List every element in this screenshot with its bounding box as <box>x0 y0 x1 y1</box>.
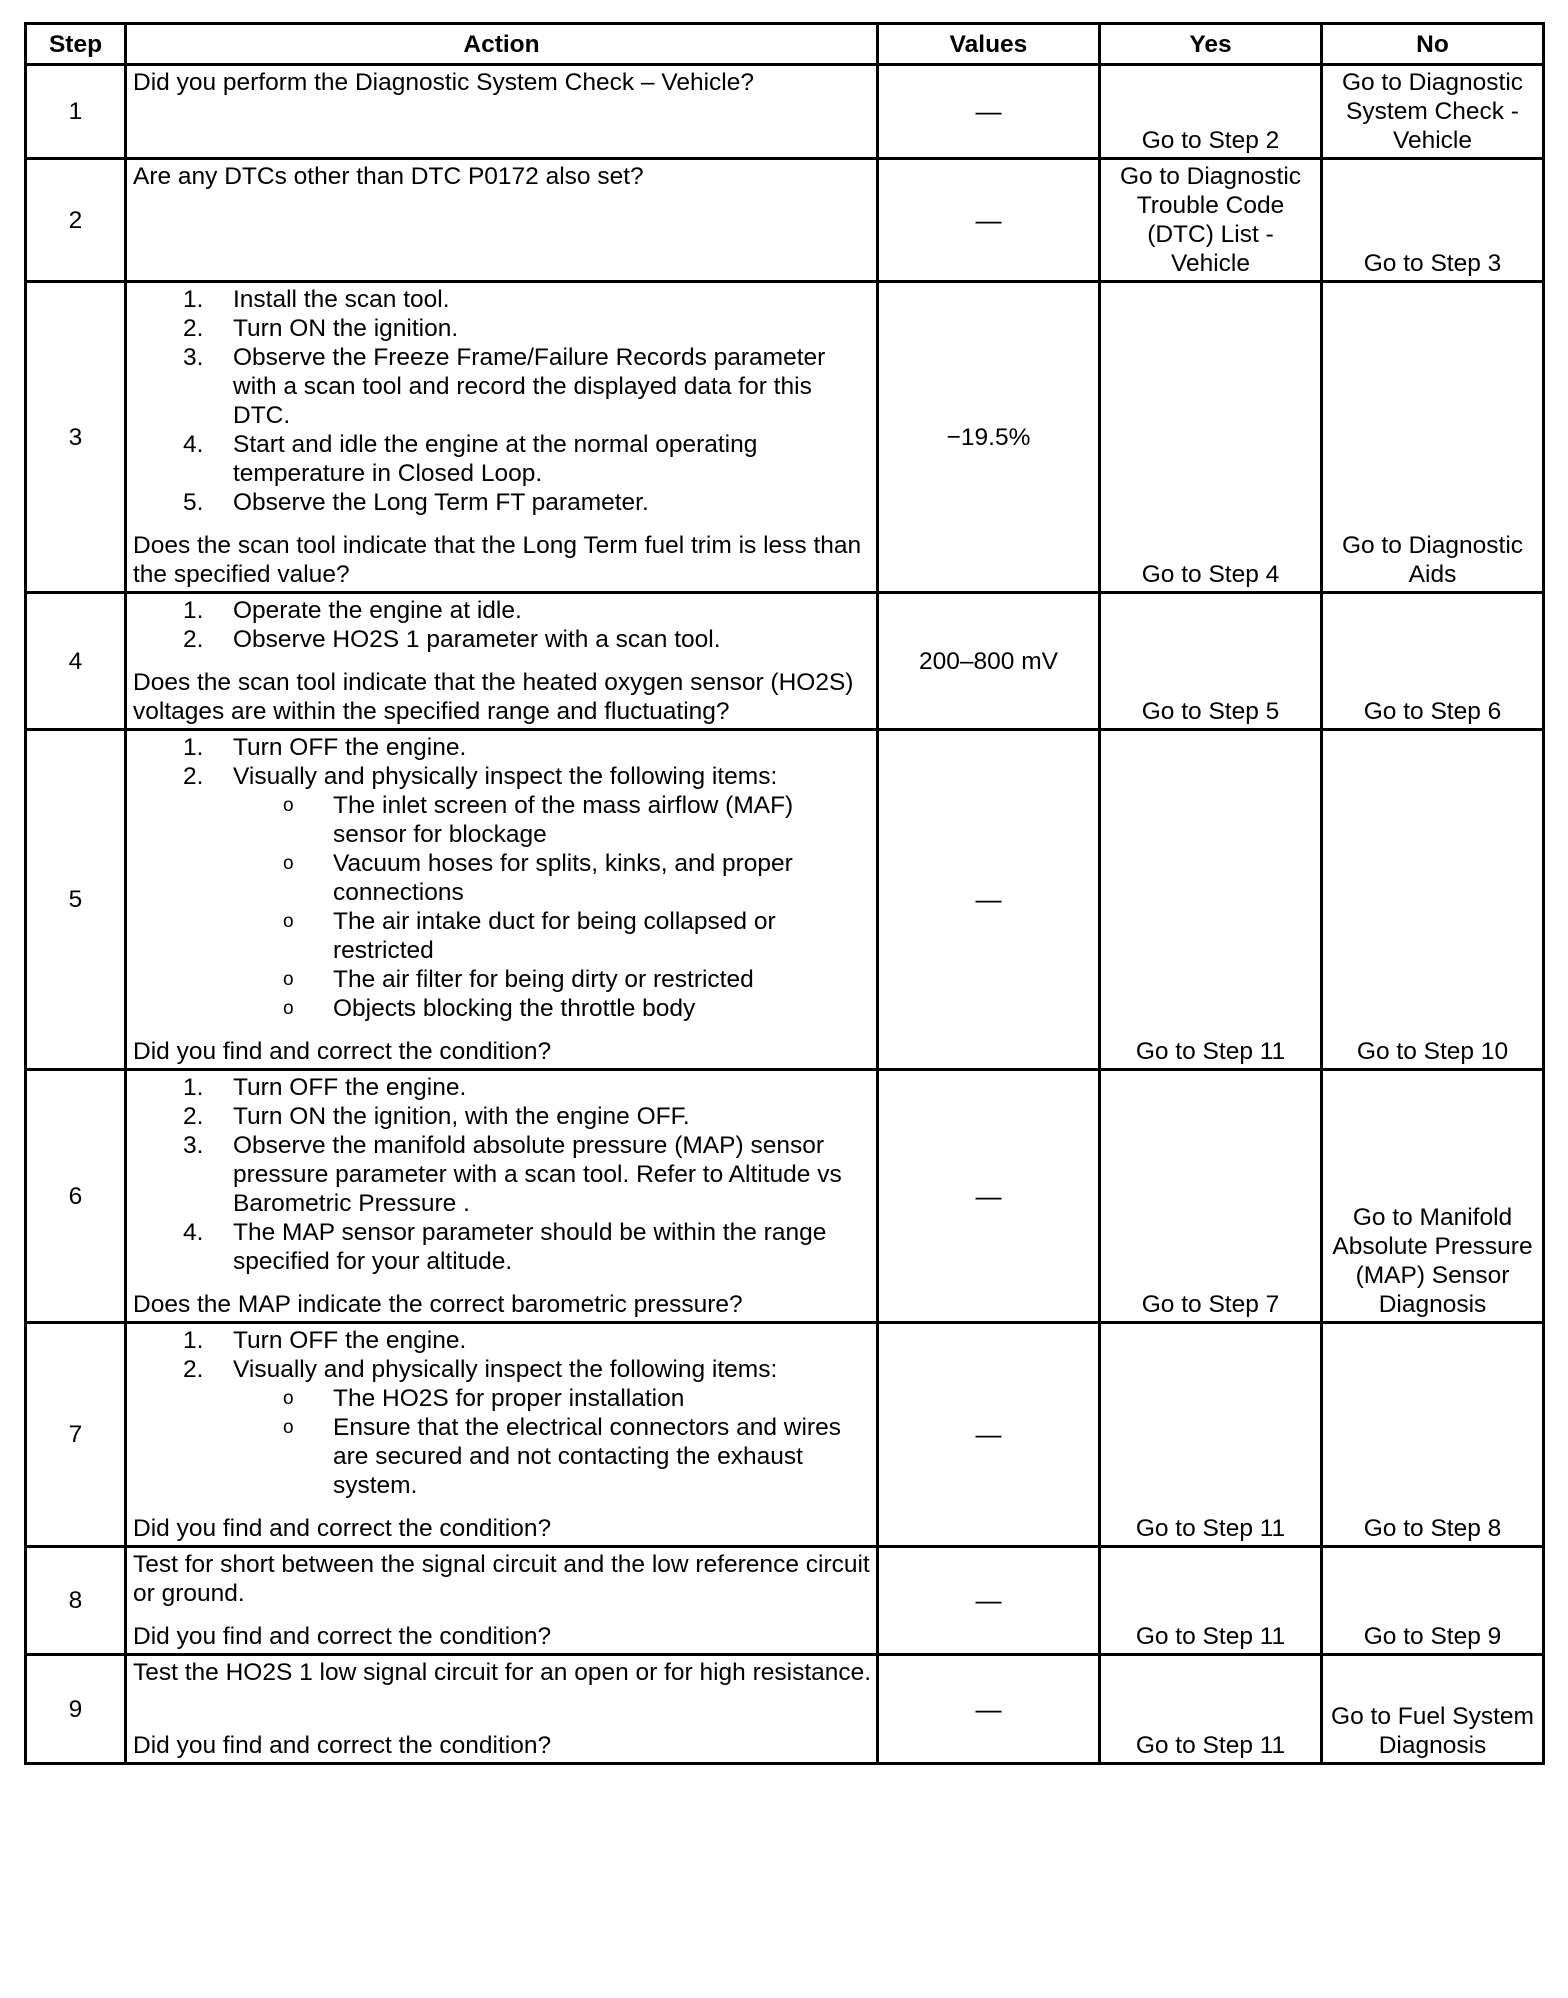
action-content <box>133 1326 872 1543</box>
no-link[interactable]: Go to Manifold Absolute Pressure (MAP) Sensor Diagnosis <box>1322 1070 1544 1323</box>
procedure-item-text: Visually and physically inspect the following items: <box>233 1356 778 1383</box>
table-row <box>26 1655 1544 1764</box>
circle-bullet-icon: o <box>283 998 294 1019</box>
table-row <box>26 1070 1544 1323</box>
yes-link[interactable]: Go to Step 5 <box>1100 593 1322 730</box>
procedure-item-text: Turn ON the ignition, with the engine OFF. <box>233 1103 690 1130</box>
procedure-item <box>133 625 872 654</box>
step-number: 2 <box>26 159 126 282</box>
action-intro: Did you perform the Diagnostic System Check – Vehicle? <box>133 69 754 96</box>
circle-bullet-icon: o <box>283 911 294 932</box>
action-content <box>133 68 872 155</box>
values-cell: — <box>878 159 1100 282</box>
procedure-item-text: Turn OFF the engine. <box>233 1327 467 1354</box>
circle-bullet-icon: o <box>283 969 294 990</box>
action-question: Did you find and correct the condition? <box>133 1515 552 1542</box>
action-content <box>133 285 872 589</box>
procedure-item-text: Observe HO2S 1 parameter with a scan tool. <box>233 626 721 653</box>
procedure-item-number: 2. <box>183 315 204 342</box>
procedure-item <box>133 1355 872 1500</box>
action-question: Did you find and correct the condition? <box>133 1623 552 1650</box>
procedure-list <box>133 733 872 1023</box>
step-number: 8 <box>26 1547 126 1655</box>
spacer <box>133 654 872 668</box>
action-cell <box>126 1547 878 1655</box>
inspection-item-text: Ensure that the electrical connectors and wires are secured and not contacting the exhaust system. <box>333 1414 841 1499</box>
action-content <box>133 1658 872 1760</box>
procedure-item-text: Operate the engine at idle. <box>233 597 522 624</box>
procedure-item <box>133 1102 872 1131</box>
step-number: 9 <box>26 1655 126 1764</box>
no-link[interactable]: Go to Step 10 <box>1322 730 1544 1070</box>
header-no: No <box>1322 24 1544 65</box>
values-cell: — <box>878 65 1100 159</box>
action-cell <box>126 65 878 159</box>
action-content <box>133 1550 872 1651</box>
procedure-list <box>133 1073 872 1276</box>
procedure-item <box>133 1218 872 1276</box>
table-row <box>26 593 1544 730</box>
header-yes: Yes <box>1100 24 1322 65</box>
spacer <box>133 517 872 531</box>
diagnostic-page <box>24 22 1542 1765</box>
inspection-item <box>233 1413 872 1500</box>
procedure-item-text: The MAP sensor parameter should be within the range specified for your altitude. <box>233 1219 827 1275</box>
procedure-item-number: 3. <box>183 1132 204 1159</box>
action-cell <box>126 593 878 730</box>
values-cell: — <box>878 1655 1100 1764</box>
procedure-item <box>133 1131 872 1218</box>
action-cell <box>126 730 878 1070</box>
procedure-item <box>133 1073 872 1102</box>
table-row <box>26 1323 1544 1547</box>
yes-link[interactable]: Go to Step 11 <box>1100 1655 1322 1764</box>
yes-link[interactable]: Go to Diagnostic Trouble Code (DTC) List - Vehicle <box>1100 159 1322 282</box>
yes-link[interactable]: Go to Step 7 <box>1100 1070 1322 1323</box>
spacer <box>133 1687 872 1731</box>
action-question: Does the scan tool indicate that the Long Term fuel trim is less than the specified value? <box>133 532 862 588</box>
procedure-item-text: Observe the manifold absolute pressure (MAP) sensor pressure parameter with a scan tool. Refer to Altitude vs Barometric Pressure . <box>233 1132 842 1217</box>
inspection-list <box>233 1384 872 1500</box>
action-cell <box>126 159 878 282</box>
procedure-item <box>133 430 872 488</box>
step-number: 3 <box>26 282 126 593</box>
procedure-item-number: 3. <box>183 344 204 371</box>
table-body <box>26 65 1544 1764</box>
inspection-item <box>233 965 872 994</box>
procedure-item-number: 2. <box>183 1356 204 1383</box>
procedure-item-text: Install the scan tool. <box>233 286 450 313</box>
inspection-item <box>233 791 872 849</box>
action-content <box>133 162 872 278</box>
procedure-item-text: Start and idle the engine at the normal operating temperature in Closed Loop. <box>233 431 758 487</box>
yes-link[interactable]: Go to Step 11 <box>1100 730 1322 1070</box>
action-intro: Test for short between the signal circuit and the low reference circuit or ground. <box>133 1551 870 1607</box>
header-step: Step <box>26 24 126 65</box>
yes-link[interactable]: Go to Step 11 <box>1100 1323 1322 1547</box>
procedure-item <box>133 285 872 314</box>
no-link[interactable]: Go to Step 9 <box>1322 1547 1544 1655</box>
procedure-item-text: Turn OFF the engine. <box>233 1074 467 1101</box>
values-cell: 200–800 mV <box>878 593 1100 730</box>
spacer <box>133 1608 872 1622</box>
table-row <box>26 1547 1544 1655</box>
yes-link[interactable]: Go to Step 4 <box>1100 282 1322 593</box>
procedure-item-text: Turn OFF the engine. <box>233 734 467 761</box>
procedure-list <box>133 285 872 517</box>
values-cell: −19.5% <box>878 282 1100 593</box>
procedure-item <box>133 762 872 1023</box>
inspection-item <box>233 994 872 1023</box>
table-row <box>26 159 1544 282</box>
values-cell: — <box>878 1323 1100 1547</box>
action-intro: Are any DTCs other than DTC P0172 also set? <box>133 163 644 190</box>
inspection-item-text: The air intake duct for being collapsed or restricted <box>333 908 776 964</box>
inspection-item-text: Objects blocking the throttle body <box>333 995 696 1022</box>
action-cell <box>126 1323 878 1547</box>
action-question: Does the scan tool indicate that the heated oxygen sensor (HO2S) voltages are within the specified range and fluctuating? <box>133 669 854 725</box>
action-cell <box>126 282 878 593</box>
step-number: 7 <box>26 1323 126 1547</box>
action-question: Did you find and correct the condition? <box>133 1038 552 1065</box>
procedure-item-number: 2. <box>183 1103 204 1130</box>
inspection-item-text: The air filter for being dirty or restricted <box>333 966 754 993</box>
action-question: Did you find and correct the condition? <box>133 1732 552 1759</box>
no-link[interactable]: Go to Diagnostic System Check - Vehicle <box>1322 65 1544 159</box>
procedure-item <box>133 488 872 517</box>
yes-link[interactable]: Go to Step 11 <box>1100 1547 1322 1655</box>
values-cell: — <box>878 1547 1100 1655</box>
no-link[interactable]: Go to Step 3 <box>1322 159 1544 282</box>
inspection-item-text: The HO2S for proper installation <box>333 1385 685 1412</box>
procedure-item <box>133 733 872 762</box>
inspection-item <box>233 1384 872 1413</box>
inspection-item-text: The inlet screen of the mass airflow (MAF) sensor for blockage <box>333 792 794 848</box>
inspection-item <box>233 849 872 907</box>
procedure-list <box>133 1326 872 1500</box>
procedure-item-number: 5. <box>183 489 204 516</box>
action-intro: Test the HO2S 1 low signal circuit for an open or for high resistance. <box>133 1659 872 1686</box>
procedure-item-number: 1. <box>183 1327 204 1354</box>
action-content <box>133 596 872 726</box>
step-number: 5 <box>26 730 126 1070</box>
header-values: Values <box>878 24 1100 65</box>
no-link[interactable]: Go to Diagnostic Aids <box>1322 282 1544 593</box>
inspection-list <box>233 791 872 1023</box>
circle-bullet-icon: o <box>283 853 294 874</box>
procedure-item <box>133 314 872 343</box>
action-content <box>133 1073 872 1319</box>
action-cell <box>126 1655 878 1764</box>
step-number: 6 <box>26 1070 126 1323</box>
spacer <box>133 1023 872 1037</box>
action-question: Does the MAP indicate the correct barometric pressure? <box>133 1291 743 1318</box>
procedure-item-text: Visually and physically inspect the following items: <box>233 763 778 790</box>
circle-bullet-icon: o <box>283 795 294 816</box>
circle-bullet-icon: o <box>283 1388 294 1409</box>
no-link[interactable]: Go to Fuel System Diagnosis <box>1322 1655 1544 1764</box>
procedure-item-text: Observe the Freeze Frame/Failure Records parameter with a scan tool and record the displayed data for this DTC. <box>233 344 826 429</box>
procedure-list <box>133 596 872 654</box>
circle-bullet-icon: o <box>283 1417 294 1438</box>
procedure-item <box>133 596 872 625</box>
procedure-item-number: 2. <box>183 763 204 790</box>
no-link[interactable]: Go to Step 6 <box>1322 593 1544 730</box>
procedure-item-text: Turn ON the ignition. <box>233 315 459 342</box>
procedure-item-number: 4. <box>183 431 204 458</box>
procedure-item-number: 1. <box>183 597 204 624</box>
values-cell: — <box>878 1070 1100 1323</box>
yes-link[interactable]: Go to Step 2 <box>1100 65 1322 159</box>
procedure-item <box>133 1326 872 1355</box>
procedure-item-number: 1. <box>183 734 204 761</box>
procedure-item <box>133 343 872 430</box>
header-row <box>26 24 1544 65</box>
procedure-item-number: 4. <box>183 1219 204 1246</box>
action-content <box>133 733 872 1066</box>
action-cell <box>126 1070 878 1323</box>
no-link[interactable]: Go to Step 8 <box>1322 1323 1544 1547</box>
values-cell: — <box>878 730 1100 1070</box>
procedure-item-number: 2. <box>183 626 204 653</box>
procedure-item-number: 1. <box>183 1074 204 1101</box>
inspection-item <box>233 907 872 965</box>
spacer <box>133 1500 872 1514</box>
inspection-item-text: Vacuum hoses for splits, kinks, and proper connections <box>333 850 793 906</box>
step-number: 4 <box>26 593 126 730</box>
table-row <box>26 65 1544 159</box>
procedure-item-text: Observe the Long Term FT parameter. <box>233 489 649 516</box>
spacer <box>133 1276 872 1290</box>
header-action: Action <box>126 24 878 65</box>
table-row <box>26 282 1544 593</box>
diagnostic-table <box>24 22 1545 1765</box>
step-number: 1 <box>26 65 126 159</box>
procedure-item-number: 1. <box>183 286 204 313</box>
table-row <box>26 730 1544 1070</box>
